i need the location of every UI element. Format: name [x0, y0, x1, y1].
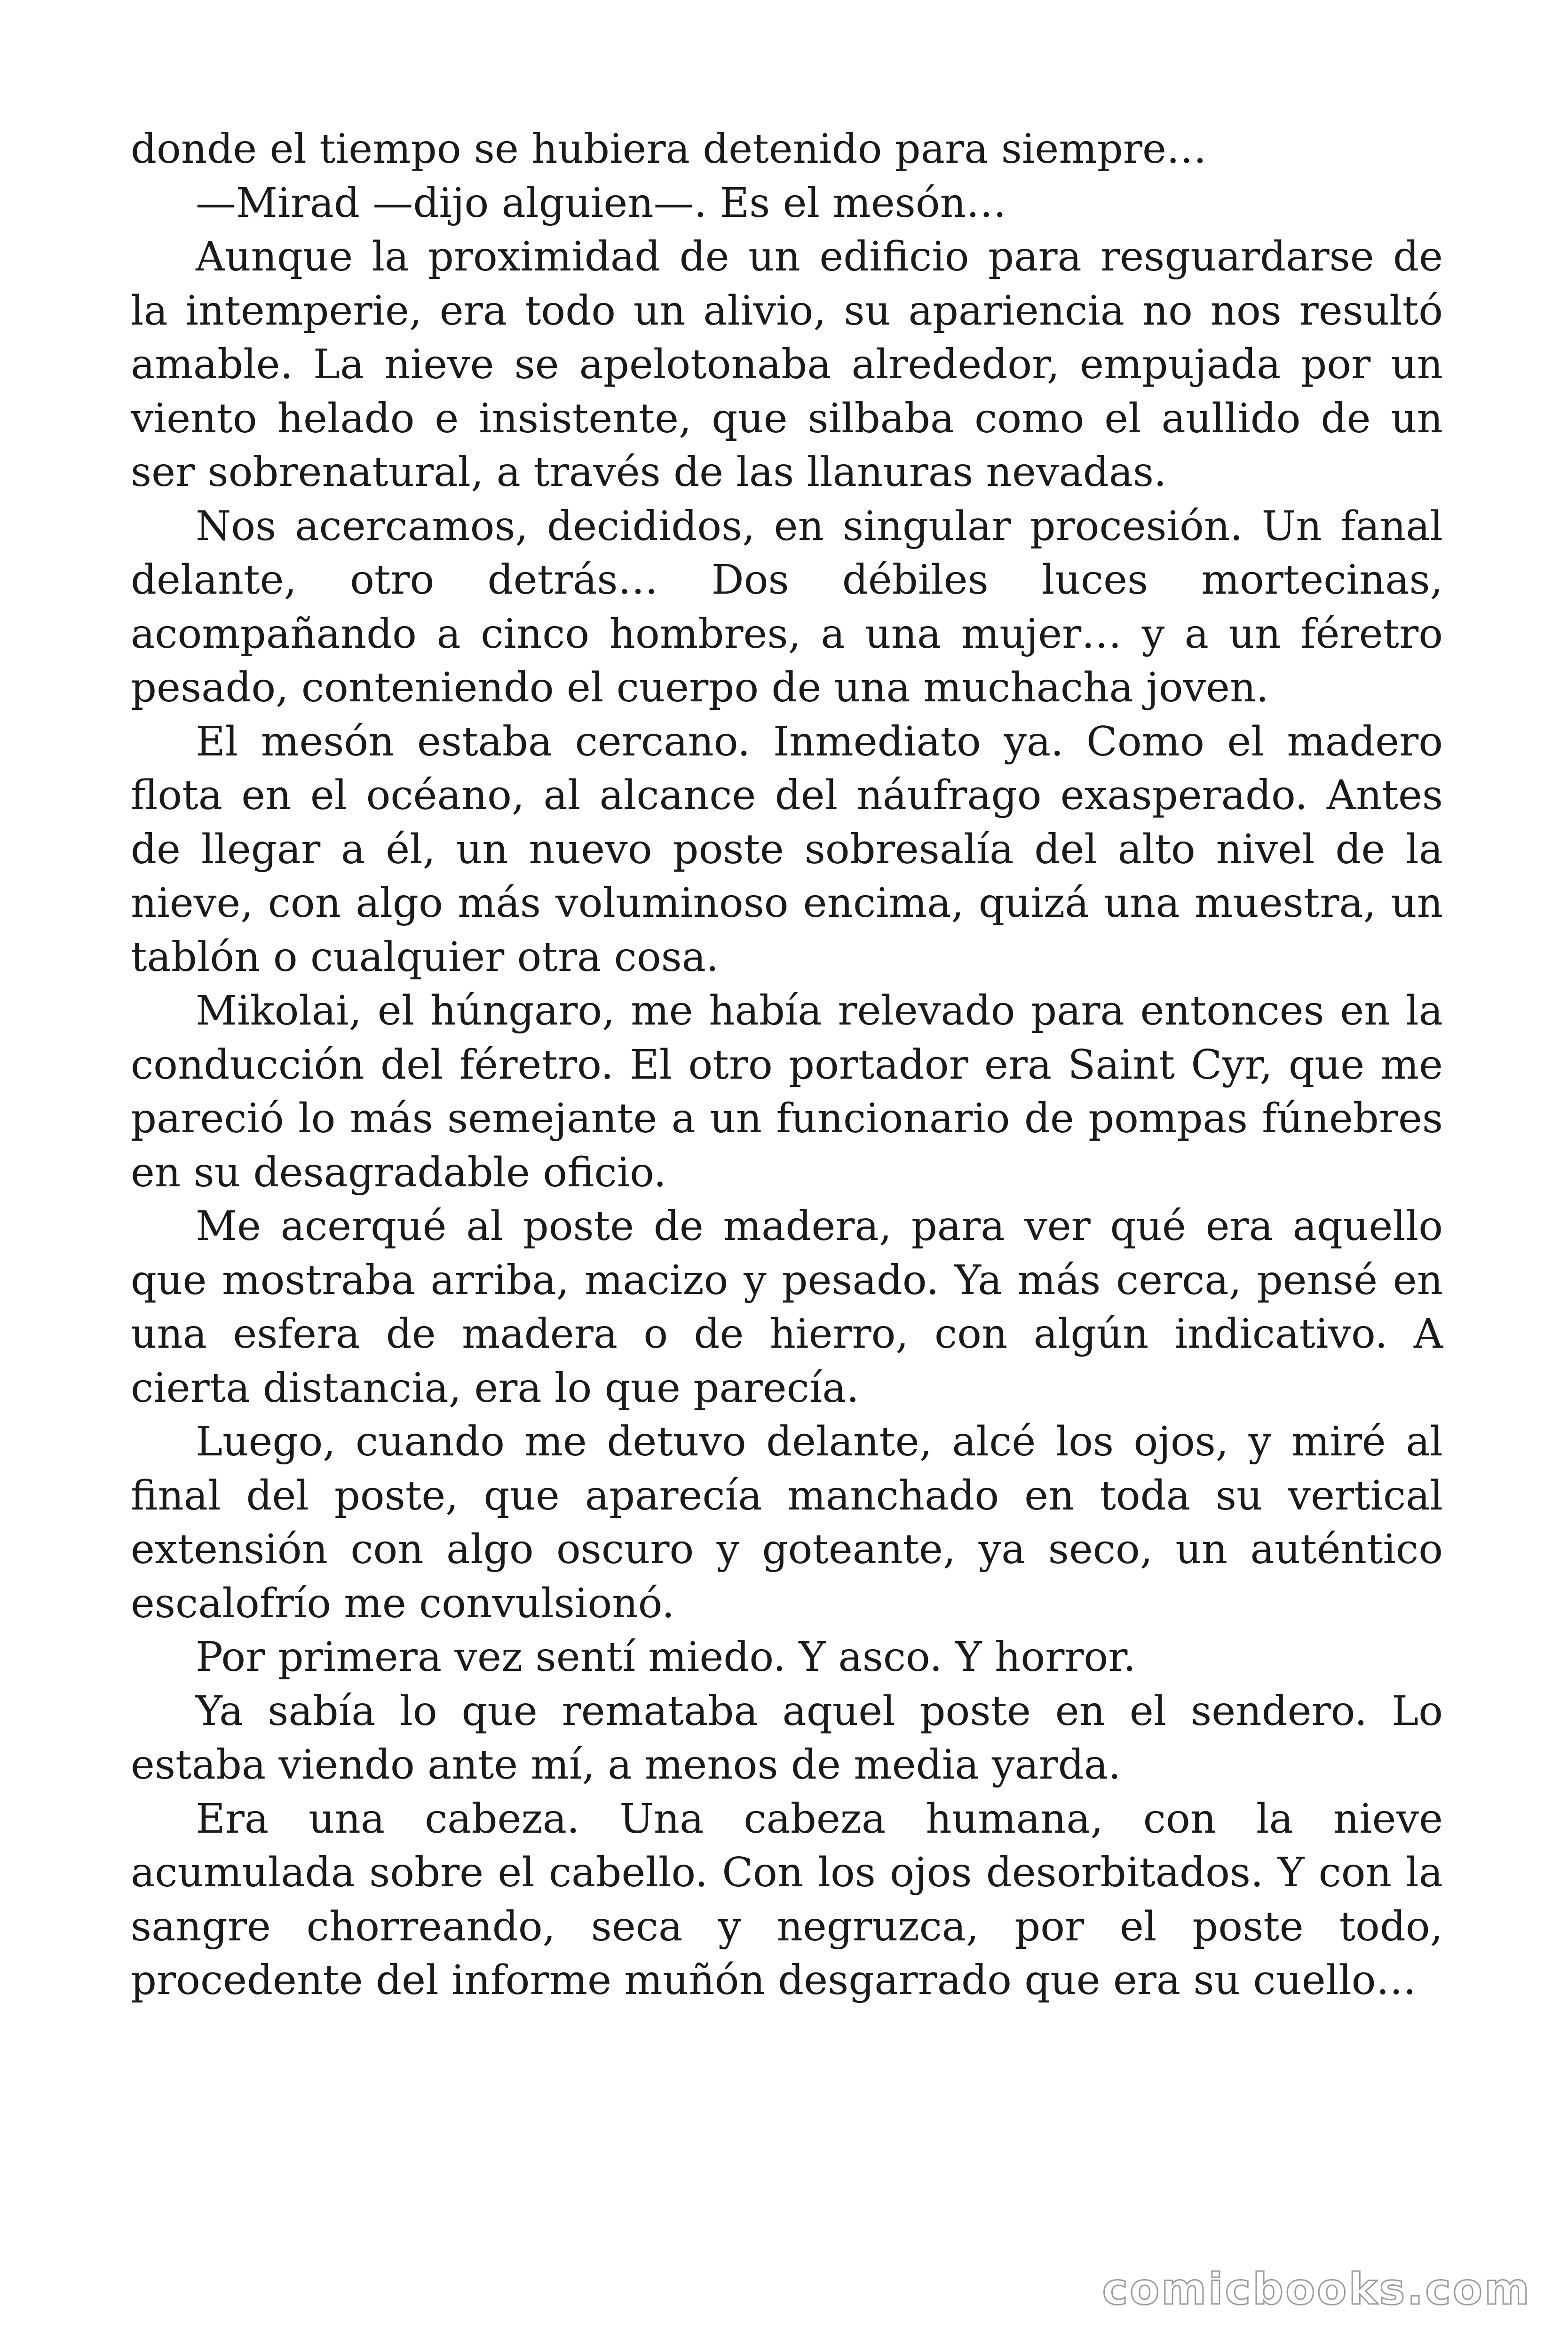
- paragraph: Luego, cuando me detuvo delante, alcé los ojos, y miré al final del poste, que aparecía manchado en toda su vertical extensión con algo oscuro y goteante, ya seco, un auténtico escalofrío me convulsionó.: [131, 1418, 1443, 1627]
- paragraph-continuation: donde el tiempo se hubiera detenido para siempre…: [131, 126, 1207, 173]
- watermark: comicbooks.com: [1102, 2264, 1531, 2314]
- page-body: [131, 122, 1443, 2008]
- paragraph: El mesón estaba cercano. Inmediato ya. Como el madero flota en el océano, al alcance del náufrago exasperado. Antes de llegar a él, un nuevo poste sobresalía del alto nivel de la nieve, con algo más voluminoso encima, quizá una muestra, un tablón o cualquier otra cosa.: [131, 718, 1443, 981]
- paragraph: Aunque la proximidad de un edificio para resguardarse de la intemperie, era todo un alivio, su apariencia no nos resultó amable. La nieve se apelotonaba alrededor, empujada por un viento helado e insistente, que silbaba como el aullido de un ser sobrenatural, a través de las llanuras nevadas.: [131, 233, 1443, 496]
- paragraph: Por primera vez sentí miedo. Y asco. Y horror.: [196, 1634, 1136, 1681]
- paragraph: —Mirad —dijo alguien—. Es el mesón…: [196, 179, 1007, 227]
- paragraph: Mikolai, el húngaro, me había relevado para entonces en la conducción del féretro. El otro portador era Saint Cyr, que me pareció lo más semejante a un funcionario de pompas fúnebres en su desagradable oficio.: [131, 987, 1443, 1196]
- paragraph: Nos acercamos, decididos, en singular procesión. Un fanal delante, otro detrás… Dos débiles luces mortecinas, acompañando a cinco hombres, a una mujer… y a un féretro pesado, conteniendo el cuerpo de una muchacha joven.: [131, 502, 1443, 711]
- paragraph: Ya sabía lo que remataba aquel poste en el sendero. Lo estaba viendo ante mí, a menos de media yarda.: [131, 1687, 1443, 1788]
- paragraph: Me acerqué al poste de madera, para ver qué era aquello que mostraba arriba, macizo y pesado. Ya más cerca, pensé en una esfera de madera o de hierro, con algún indicativo. A cierta distancia, era lo que parecía.: [131, 1203, 1443, 1412]
- paragraph: Era una cabeza. Una cabeza humana, con la nieve acumulada sobre el cabello. Con los ojos desorbitados. Y con la sangre chorreando, seca y negruzca, por el poste todo, procedente del informe muñón desgarrado que era su cuello…: [131, 1795, 1443, 2004]
